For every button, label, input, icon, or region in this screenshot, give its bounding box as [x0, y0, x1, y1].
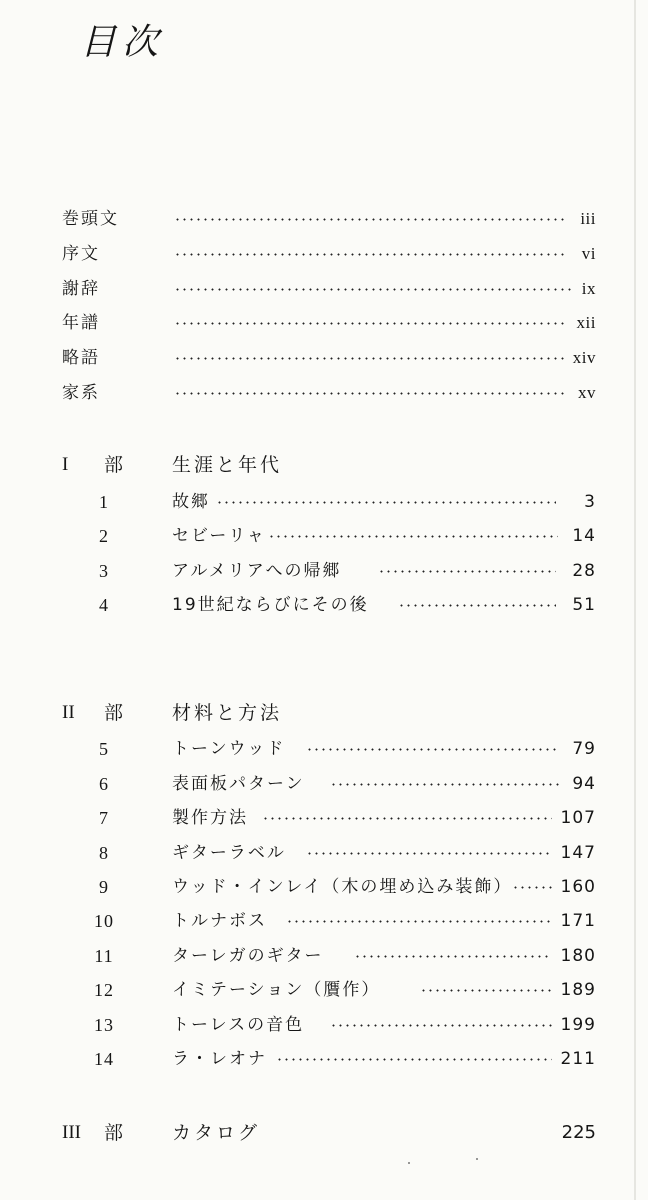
leader-dots — [268, 535, 558, 538]
chapter-number: 14 — [94, 1049, 114, 1069]
part-heading[interactable] — [0, 698, 648, 728]
part-label: 部 — [104, 454, 124, 476]
entry-page: xii — [576, 313, 596, 332]
leader-dots — [354, 955, 552, 958]
chapter-page: 147 — [560, 843, 596, 863]
leader-dots — [306, 852, 552, 855]
chapter-page: 199 — [560, 1015, 596, 1035]
part-label: 部 — [104, 702, 124, 724]
chapter-number: 10 — [94, 911, 114, 931]
chapter-page: 79 — [572, 739, 596, 759]
chapter-title: 19世紀ならびにその後 — [172, 595, 369, 615]
toc-entry-chapter[interactable] — [0, 908, 648, 934]
chapter-title: ラ・レオナ — [172, 1049, 267, 1069]
toc-entry-chapter[interactable] — [0, 943, 648, 969]
toc-entry-chapter[interactable] — [0, 874, 648, 900]
chapter-number: 12 — [94, 980, 114, 1000]
chapter-number: 1 — [99, 492, 109, 512]
leader-dots — [174, 392, 566, 395]
part-title: 材料と方法 — [172, 702, 283, 724]
toc-entry-chapter[interactable] — [0, 489, 648, 515]
toc-entry-front[interactable] — [0, 276, 648, 302]
chapter-page: 189 — [560, 980, 596, 1000]
leader-dots — [378, 570, 556, 573]
chapter-page: 94 — [572, 774, 596, 794]
entry-page: iii — [580, 209, 596, 228]
chapter-number: 3 — [99, 561, 109, 581]
toc-entry-chapter[interactable] — [0, 558, 648, 584]
chapter-page: 171 — [560, 911, 596, 931]
chapter-page: 28 — [572, 561, 596, 581]
chapter-page: 180 — [560, 946, 596, 966]
toc-entry-chapter[interactable] — [0, 1012, 648, 1038]
leader-dots — [330, 783, 560, 786]
toc-entry-chapter[interactable] — [0, 805, 648, 831]
entry-page: xiv — [572, 348, 596, 367]
chapter-page: 3 — [584, 492, 596, 512]
toc-entry-front[interactable] — [0, 380, 648, 406]
chapter-number: 9 — [99, 877, 109, 897]
entry-label: 家系 — [62, 383, 100, 403]
chapter-title: トーレスの音色 — [172, 1015, 305, 1035]
chapter-number: 4 — [99, 595, 109, 615]
chapter-number: 11 — [94, 946, 114, 966]
chapter-title: アルメリアへの帰郷 — [172, 561, 342, 581]
leader-dots — [174, 253, 568, 256]
leader-dots — [174, 288, 572, 291]
part-title: カタログ — [172, 1122, 261, 1144]
chapter-page: 14 — [572, 526, 596, 546]
chapter-title: トルナボス — [172, 911, 267, 931]
chapter-title: 故郷 — [172, 492, 210, 512]
paper-speck — [476, 1158, 478, 1160]
toc-entry-front[interactable] — [0, 241, 648, 267]
leader-dots — [174, 322, 564, 325]
part-title: 生涯と年代 — [172, 454, 283, 476]
entry-page: vi — [581, 244, 596, 263]
part-number: III — [62, 1122, 81, 1143]
leader-dots — [306, 748, 560, 751]
paper-speck — [408, 1162, 410, 1164]
part-number: I — [62, 454, 69, 475]
leader-dots — [286, 920, 552, 923]
toc-entry-chapter[interactable] — [0, 771, 648, 797]
toc-entry-front[interactable] — [0, 345, 648, 371]
entry-page: ix — [581, 279, 596, 298]
toc-entry-chapter[interactable] — [0, 523, 648, 549]
chapter-title: ウッド・インレイ（木の埋め込み装飾） — [172, 877, 513, 897]
leader-dots — [398, 604, 556, 607]
chapter-number: 7 — [99, 808, 109, 828]
leader-dots — [174, 218, 564, 221]
leader-dots — [174, 357, 564, 360]
chapter-page: 107 — [560, 808, 596, 828]
leader-dots — [512, 886, 552, 889]
toc-entry-chapter[interactable] — [0, 840, 648, 866]
entry-label: 謝辞 — [62, 279, 100, 299]
toc-entry-front[interactable] — [0, 310, 648, 336]
toc-entry-chapter[interactable] — [0, 1046, 648, 1072]
part-label: 部 — [104, 1122, 124, 1144]
chapter-title: トーンウッド — [172, 739, 286, 759]
chapter-number: 13 — [94, 1015, 114, 1035]
chapter-number: 8 — [99, 843, 109, 863]
toc-entry-chapter[interactable] — [0, 592, 648, 618]
chapter-page: 211 — [560, 1049, 596, 1069]
part-heading[interactable] — [0, 1118, 648, 1148]
part-number: II — [62, 702, 75, 723]
chapter-title: イミテーション（贋作） — [172, 980, 381, 1000]
leader-dots — [262, 817, 552, 820]
leader-dots — [216, 501, 556, 504]
entry-page: xv — [578, 383, 596, 402]
page-title: 目次 — [80, 22, 165, 63]
entry-label: 序文 — [62, 244, 100, 264]
leader-dots — [330, 1024, 552, 1027]
entry-label: 年譜 — [62, 313, 100, 333]
chapter-number: 2 — [99, 526, 109, 546]
entry-label: 略語 — [62, 348, 100, 368]
leader-dots — [276, 1058, 552, 1061]
chapter-title: 製作方法 — [172, 808, 248, 828]
chapter-number: 6 — [99, 774, 109, 794]
chapter-number: 5 — [99, 739, 109, 759]
toc-entry-front[interactable] — [0, 206, 648, 232]
chapter-page: 51 — [572, 595, 596, 615]
chapter-title: セビーリャ — [172, 526, 266, 546]
part-page: 225 — [561, 1122, 596, 1143]
leader-dots — [420, 989, 552, 992]
entry-label: 巻頭文 — [62, 209, 119, 229]
chapter-title: ギターラベル — [172, 843, 286, 863]
toc-entry-chapter[interactable] — [0, 977, 648, 1003]
chapter-page: 160 — [560, 877, 596, 897]
part-heading[interactable] — [0, 450, 648, 480]
toc-entry-chapter[interactable] — [0, 736, 648, 762]
chapter-title: ターレガのギター — [172, 946, 324, 966]
chapter-title: 表面板パターン — [172, 774, 305, 794]
